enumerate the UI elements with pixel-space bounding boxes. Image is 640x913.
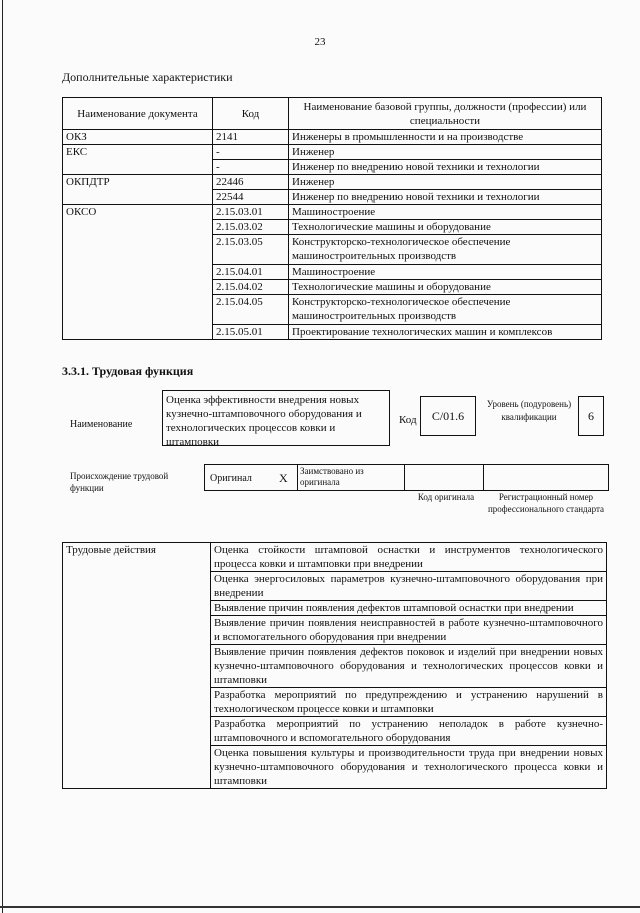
function-name-box xyxy=(162,390,390,446)
header-code: Код xyxy=(213,98,289,130)
reg-number-caption: Регистрационный номер профессионального стандарта xyxy=(487,492,605,514)
code-cell: 2.15.04.01 xyxy=(213,265,289,280)
name-cell: Машиностроение xyxy=(289,265,602,280)
borrowed-label: Заимствовано из оригинала xyxy=(300,466,364,487)
header-doc: Наименование документа xyxy=(63,98,213,130)
name-cell: Технологические машины и оборудование xyxy=(289,220,602,235)
code-cell: 2.15.03.05 xyxy=(213,235,289,265)
level-value: 6 xyxy=(578,396,604,436)
header-name: Наименование базовой группы, должности (профессии) или специальности xyxy=(289,98,602,130)
name-cell: Технологические машины и оборудование xyxy=(289,280,602,295)
table-row xyxy=(63,130,602,145)
original-cell xyxy=(205,465,298,490)
name-cell: Инженер по внедрению новой техники и технологии xyxy=(289,190,602,205)
code-cell: 2.15.04.02 xyxy=(213,280,289,295)
code-cell: 2141 xyxy=(213,130,289,145)
action-item: Оценка энергосиловых параметров кузнечно-штамповочного оборудования при внедрении xyxy=(211,572,607,601)
code-cell: 2.15.03.02 xyxy=(213,220,289,235)
name-cell: Конструкторско-технологическое обеспечение машиностроительных производств xyxy=(289,235,602,265)
code-cell: 22544 xyxy=(213,190,289,205)
code-cell: 2.15.03.01 xyxy=(213,205,289,220)
origin-label: Происхождение трудовой функции xyxy=(70,471,169,493)
name-cell: Инженеры в промышленности и на производстве xyxy=(289,130,602,145)
scan-edge-bottom xyxy=(0,906,640,908)
function-heading: 3.3.1. Трудовая функция xyxy=(62,364,194,378)
doc-cell: ЕКС xyxy=(63,145,213,175)
action-item: Выявление причин появления неисправностей в работе кузнечно-штамповочного и вспомогательного оборудования при внедрении xyxy=(211,616,607,645)
original-label: Оригинал xyxy=(210,473,252,484)
actions-label: Трудовые действия xyxy=(63,543,211,789)
section-title: Дополнительные характеристики xyxy=(62,70,233,84)
table-row xyxy=(63,175,602,190)
labor-actions-table xyxy=(62,542,607,789)
doc-cell: ОКСО xyxy=(63,205,213,340)
origin-code-cell xyxy=(404,465,484,490)
table-body xyxy=(63,130,602,340)
code-cell: - xyxy=(213,160,289,175)
code-cell: 22446 xyxy=(213,175,289,190)
actions-body xyxy=(63,543,607,789)
action-row xyxy=(63,543,607,572)
code-cell: 2.15.04.05 xyxy=(213,295,289,325)
origin-row xyxy=(204,464,609,491)
table-row xyxy=(63,145,602,160)
name-cell: Проектирование технологических машин и комплексов xyxy=(289,325,602,340)
action-item: Разработка мероприятий по устранению неполадок в работе кузнечно-штамповочного и вспомогательного оборудования xyxy=(211,717,607,746)
action-item: Выявление причин появления дефектов штамповой оснастки при внедрении xyxy=(211,601,607,616)
doc-cell: ОКЗ xyxy=(63,130,213,145)
action-item: Оценка стойкости штамповой оснастки и инструментов технологического процесса ковки и штамповки при внедрении xyxy=(211,543,607,572)
scan-edge xyxy=(2,0,3,913)
name-cell: Инженер по внедрению новой техники и технологии xyxy=(289,160,602,175)
action-item: Разработка мероприятий по предупреждению и устранению нарушений в технологическом процессе ковки и штамповки xyxy=(211,688,607,717)
name-cell: Инженер xyxy=(289,175,602,190)
name-cell: Конструкторско-технологическое обеспечение машиностроительных производств xyxy=(289,295,602,325)
function-name: Оценка эффективности внедрения новых кузнечно-штамповочного оборудования и технологических процессов ковки и штамповки xyxy=(166,394,362,448)
table-row xyxy=(63,205,602,220)
name-label: Наименование xyxy=(70,419,133,430)
function-code: C/01.6 xyxy=(420,396,476,436)
doc-cell: ОКПДТР xyxy=(63,175,213,205)
table-header-row xyxy=(63,98,602,130)
action-item: Выявление причин появления дефектов поковок и изделий при внедрении новых кузнечно-штамповочного оборудования и технологических процессов ковки и штамповки xyxy=(211,645,607,688)
action-item: Оценка повышения культуры и производительности труда при внедрении новых кузнечно-штамповочного оборудования и технологического процесса ковки и штамповки xyxy=(211,746,607,789)
name-cell: Машиностроение xyxy=(289,205,602,220)
level-label: Уровень (подуровень) квалификации xyxy=(486,399,572,422)
code-label: Код xyxy=(399,414,417,426)
origin-code-caption: Код оригинала xyxy=(417,492,475,502)
original-mark: X xyxy=(279,471,288,485)
qualification-table xyxy=(62,97,602,340)
name-cell: Инженер xyxy=(289,145,602,160)
code-cell: - xyxy=(213,145,289,160)
code-cell: 2.15.05.01 xyxy=(213,325,289,340)
page-number: 23 xyxy=(314,36,326,48)
